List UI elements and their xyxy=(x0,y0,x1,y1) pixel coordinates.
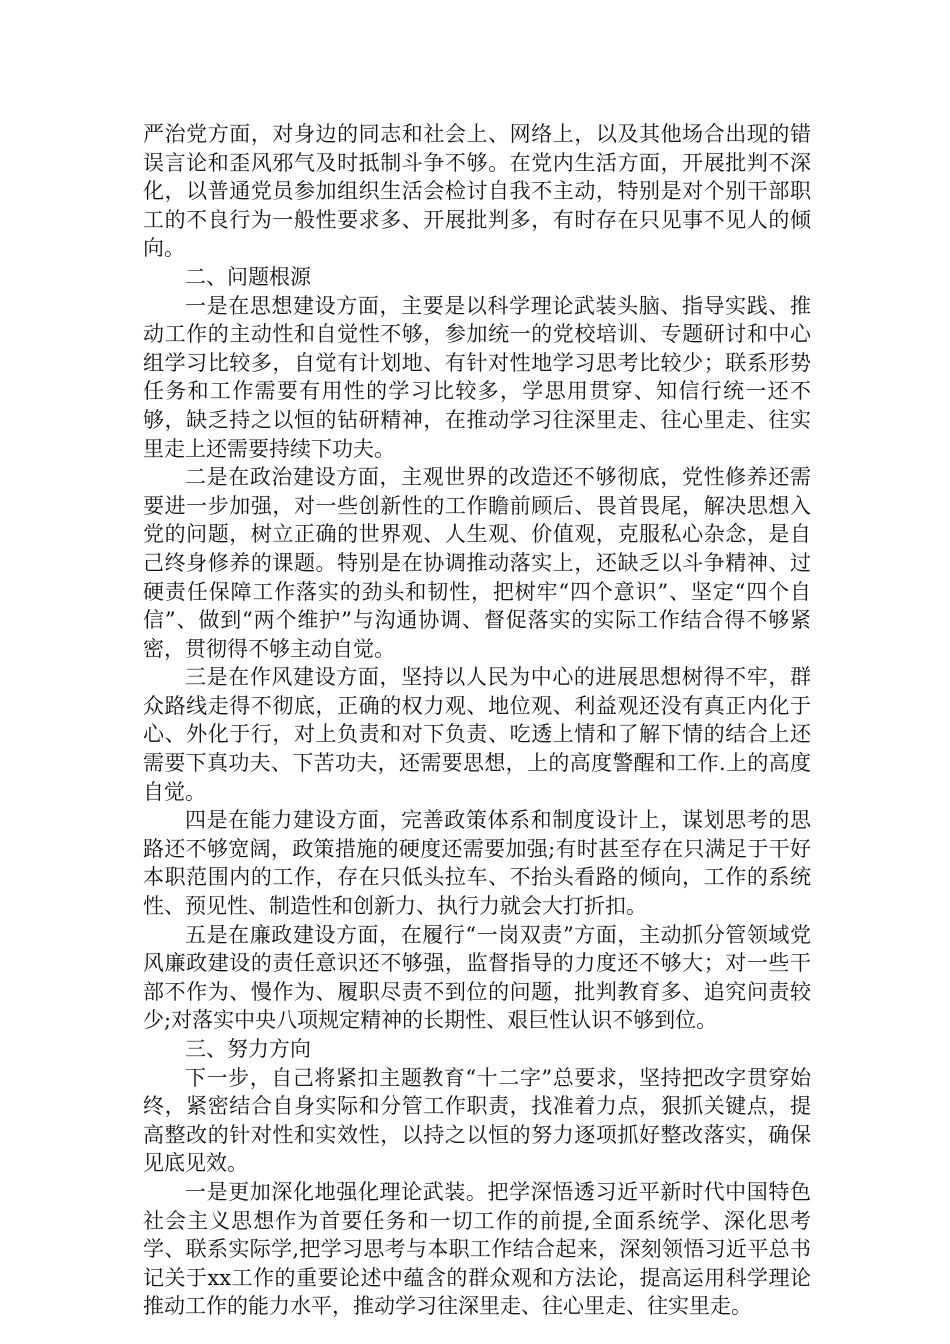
paragraph-next-steps: 下一步，自己将紧扣主题教育“十二字”总要求，坚持把改字贯穿始终，紧密结合自身实际和分管工作职责，找准着力点，狠抓关键点，提高整改的针对性和实效性，以持之以恒的努力逐项抓好整改落实，确保见底见效。 xyxy=(143,1065,811,1176)
paragraph-theory-arming: 一是更加深化地强化理论武装。把学深悟透习近平新时代中国特色社会主义思想作为首要任务和一切工作的前提,全面系统学、深化思考学、联系实际学,把学习思考与本职工作结合起来，深刻领悟习近平总书记关于xx工作的重要论述中蕴含的群众观和方法论，提高运用科学理论推动工作的能力水平，推动学习往深里走、往心里走、往实里走。 xyxy=(143,1179,811,1319)
paragraph-capability-building: 四是在能力建设方面，完善政策体系和制度设计上，谋划思考的思路还不够宽阔，政策措施的硬度还需要加强;有时甚至存在只满足于干好本职范围内的工作，存在只低头拉车、不抬头看路的倾向，工作的系统性、预见性、制造性和创新力、执行力就会大打折扣。 xyxy=(143,808,811,919)
section-heading-problem-roots: 二、问题根源 xyxy=(185,264,311,289)
section-heading-directions: 三、努力方向 xyxy=(185,1037,311,1061)
paragraph-style-building: 三是在作风建设方面，坚持以人民为中心的进展思想树得不牢，群众路线走得不彻底，正确的权力观、地位观、利益观还没有真正内化于心、外化于行，对上负责和对下负责、吃透上情和了解下情的结合上还需要下真功夫、下苦功夫，还需要思想，上的高度警醒和工作.上的高度自觉。 xyxy=(143,665,811,804)
paragraph-continuation: 严治党方面，对身边的同志和社会上、网络上，以及其他场合出现的错误言论和歪风邪气及时抵制斗争不够。在党内生活方面，开展批判不深化，以普通党员参加组织生活会检讨自我不主动，特别是对个别干部职工的不良行为一般性要求多、开展批判多，有时存在只见事不见人的倾向。 xyxy=(143,122,811,261)
document-body xyxy=(143,120,811,1321)
paragraph-political-building: 二是在政治建设方面，主观世界的改造还不够彻底，党性修养还需要进一步加强，对一些创新性的工作瞻前顾后、畏首畏尾，解决思想入党的问题，树立正确的世界观、人生观、价值观，克服私心杂念，是自己终身修养的课题。特别是在协调推动落实上，还缺乏以斗争精神、过硬责任保障工作落实的劲头和韧性，把树牢“四个意识”、坚定“四个自信”、做到“两个维护”与沟通协调、督促落实的实际工作结合得不够紧密，贯彻得不够主动自觉。 xyxy=(143,465,811,661)
paragraph-integrity-building: 五是在廉政建设方面，在履行“一岗双责”方面，主动抓分管领域党风廉政建设的责任意识还不够强，监督指导的力度还不够大；对一些干部不作为、慢作为、履职尽责不到位的问题，批判教育多、追究问责较少;对落实中央八项规定精神的长期性、艰巨性认识不够到位。 xyxy=(143,922,811,1033)
paragraph-ideological-building: 一是在思想建设方面，主要是以科学理论武装头脑、指导实践、推动工作的主动性和自觉性不够，参加统一的党校培训、专题研讨和中心组学习比较多，自觉有计划地、有针对性地学习思考比较少；联系形势任务和工作需要有用性的学习比较多，学思用贯穿、知信行统一还不够，缺乏持之以恒的钻研精神，在推动学习往深里走、往心里走、往实里走上还需要持续下功夫。 xyxy=(143,293,811,461)
